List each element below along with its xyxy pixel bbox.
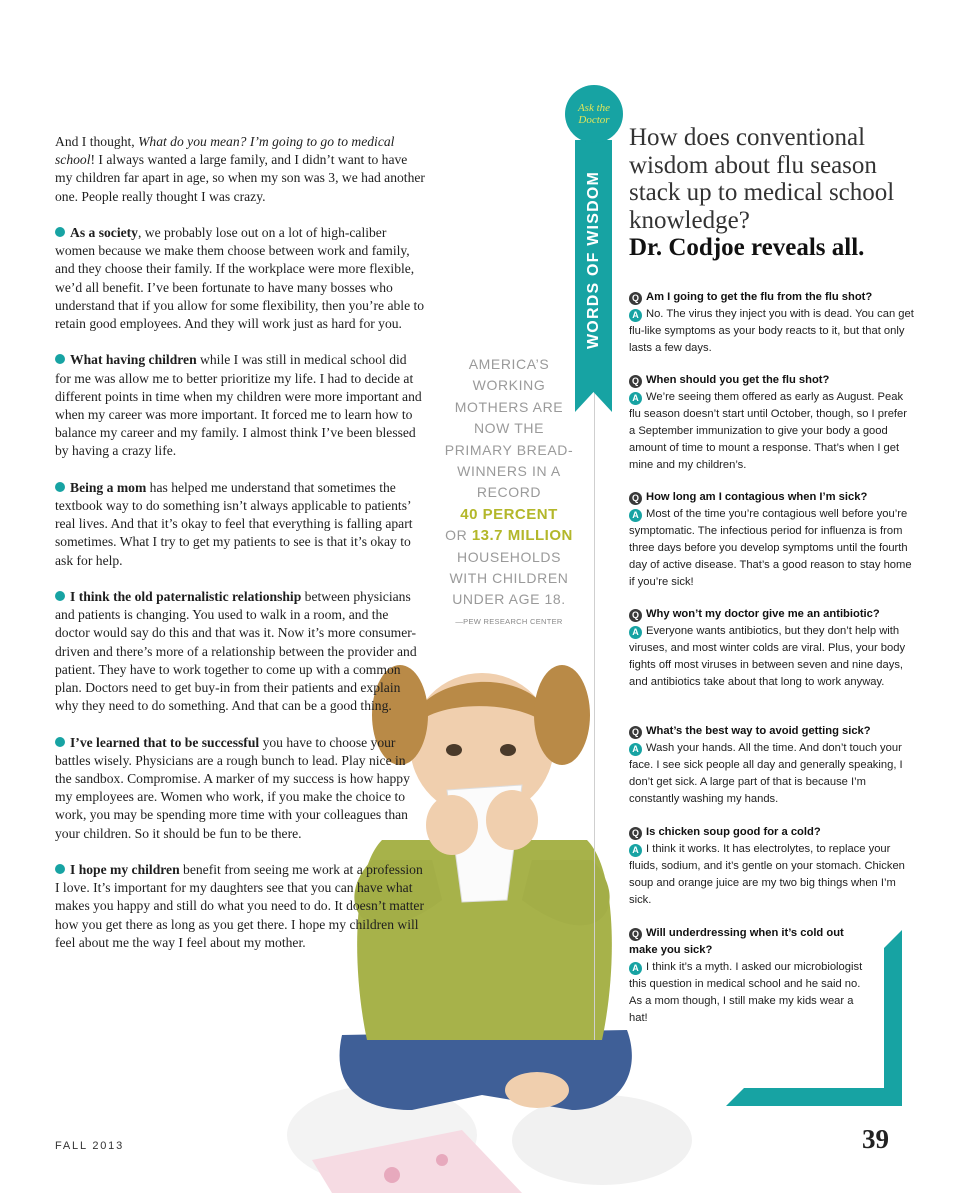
teal-bullet-icon [55,591,65,601]
issue-label: FALL 2013 [55,1140,125,1152]
pull-quote-text-end: HOUSEHOLDS WITH CHILDREN UNDER AGE 18. [449,548,569,608]
body-paragraph [55,351,425,460]
article-body [55,133,425,970]
body-paragraph [55,734,425,843]
pull-quote-stat-percent: 40 PERCENT [460,505,558,523]
pull-quote-stat-million: 13.7 MILLION [471,527,573,545]
qa-item [629,824,914,909]
paragraph-lead: What having children [70,352,197,368]
teal-corner-bracket [726,930,902,1106]
q-icon: Q [629,609,642,622]
paragraph-text: benefit from seeing me work at a profession I love. It’s important for my daughters see that you can have what makes you happy and still do what you need to do. It doesn’t matter how you get there as long as you get there. I hope my children will feel about me the way I feel about my mother. [55,862,424,950]
pull-quote [440,354,578,627]
intro-italic: What do you mean? I’m going to go to medical school [55,134,395,168]
paragraph-text: you have to choose your battles wisely. Physicians are a rough bunch to lead. Play nice in the sandbox. Compromise. A marker of my success is how happy my employees are. Women who work, if you make the choice to work, you may be spending more time with your colleagues than your children. So it should be fun to be there. [55,734,410,841]
teal-bullet-icon [55,864,65,874]
qa-item [629,372,914,474]
body-paragraph [55,479,425,570]
a-icon: A [629,509,642,522]
q-icon: Q [629,726,642,739]
question-text: Is chicken soup good for a cold? [646,826,821,838]
a-icon: A [629,743,642,756]
teal-bullet-icon [55,227,65,237]
qa-item [629,489,914,591]
a-icon: A [629,962,642,975]
teal-bullet-icon [55,482,65,492]
question-text: How long am I contagious when I’m sick? [646,491,868,503]
body-paragraph [55,588,425,715]
qa-item [629,606,914,691]
paragraph-lead: I hope my children [70,862,180,878]
question-text: Am I going to get the flu from the flu shot? [646,291,873,303]
page-number: 39 [862,1124,889,1154]
paragraph-lead: I think the old paternalistic relationship [70,589,302,605]
pull-quote-or: OR [445,527,472,544]
paragraph-text: has helped me understand that sometimes the textbook way to do something isn’t always applicable to patients’ real lives. And that it’s okay to feel that everything is falling apart sometimes. What I try to get my patients to see is that it’s okay to ask for help. [55,479,413,568]
answer-text: I think it’s a myth. I asked our microbiologist this question in medical school and he said no. As a mom though, I still make my kids wear a hat! [629,961,863,1024]
q-icon: Q [629,827,642,840]
pull-quote-source: —PEW RESEARCH CENTER [455,616,563,626]
question-text: When should you get the flu shot? [646,374,830,386]
paragraph-lead: As a society [70,225,138,240]
paragraph-lead: I’ve learned that to be successful [70,734,260,750]
ribbon-label [575,140,612,380]
a-icon: A [629,392,642,405]
a-icon: A [629,844,642,857]
intro-paragraph [55,133,425,206]
answer-text: Wash your hands. All the time. And don’t touch your face. I see sick people all day and generally speaking, I don’t get sick. A large part of that is because I’m constantly washing my hands. [629,742,903,805]
qa-item [629,289,914,357]
teal-bullet-icon [55,354,65,364]
question-text: What’s the best way to avoid getting sick? [646,725,871,737]
teal-bullet-icon [55,737,65,747]
ask-the-doctor-badge [565,85,623,143]
pull-quote-text: AMERICA’S WORKING MOTHERS ARE NOW THE PRIMARY BREAD-WINNERS IN A RECORD [444,356,574,501]
answer-text: We’re seeing them offered as early as August. Peak flu season doesn’t start until October, though, so I prefer a September immunization to give your body a good amount of time to mount a response. That’s when I get mine and my children’s. [629,391,907,471]
a-icon: A [629,626,642,639]
headline-bold: Dr. Codjoe reveals all. [629,234,865,261]
answer-text: I think it works. It has electrolytes, to replace your fluids, sodium, and it’s gentle on your stomach. Chicken soup and orange juice are my two big things when I’m sick. [629,843,905,906]
q-icon: Q [629,492,642,505]
answer-text: No. The virus they inject you with is dead. You can get flu-like symptoms as your body reacts to it, but that only lasts a few days. [629,308,914,354]
answer-text: Most of the time you’re contagious well before you’re symptomatic. The infectious period for influenza is from three days before you develop symptoms until the fourth day of active disease. That’s a good reason to stay home if you’re sick! [629,508,912,588]
headline-question: How does conventional wisdom about flu season stack up to medical school knowledge? [629,124,895,234]
a-icon: A [629,309,642,322]
paragraph-lead: Being a mom [70,479,147,495]
intro-text: And I thought, [55,134,139,149]
question-text: Will underdressing when it’s cold out make you sick? [629,927,844,956]
q-icon: Q [629,375,642,388]
body-paragraph [55,224,425,333]
sidebar-headline [629,124,919,262]
paragraph-text: , we probably lose out on a lot of high-caliber women because we make them choose between work and family, and they choose their family. If the workplace were more flexible, we’d all benefit. I’ve been fortunate to have many bosses who understand that if you allow for some flexibility, then you’re able to retain good employees. And they will work just as hard for you. [55,225,425,332]
question-text: Why won’t my doctor give me an antibiotic? [646,608,880,620]
q-icon: Q [629,928,642,941]
answer-text: Everyone wants antibiotics, but they don’t help with viruses, and most winter colds are viral. Plus, your body fights off most viruses in between seven and nine days, and antibiotics take about that long to work anyway. [629,625,906,688]
body-paragraph [55,861,425,952]
qa-item [629,723,914,808]
badge-text: Ask the Doctor [577,102,611,126]
paragraph-text: between physicians and patients is changing. You used to walk in a room, and the doctor would say do this and that was it. Now it’s more consumer-driven and there’s more of a relationship between the provider and patient. They have to work together to come up with a common plan. Doctors need to get buy-in from their patients and explain why they need to do something. And that can be a good thing. [55,589,417,714]
ribbon-text: WORDS OF WISDOM [584,171,602,349]
intro-text-rest: ! I always wanted a large family, and I didn’t want to have my children far apart in age, so when my son was 3, we had another one. People really thought I was crazy. [55,152,425,204]
paragraph-text: while I was still in medical school did for me was allow me to better prioritize my life. I had to decide at different points in time when my children were more important and when my career was more important. It forced me to learn how to balance my career and my family. I almost think I’ve been blessed by having a crazy life. [55,352,422,459]
q-icon: Q [629,292,642,305]
